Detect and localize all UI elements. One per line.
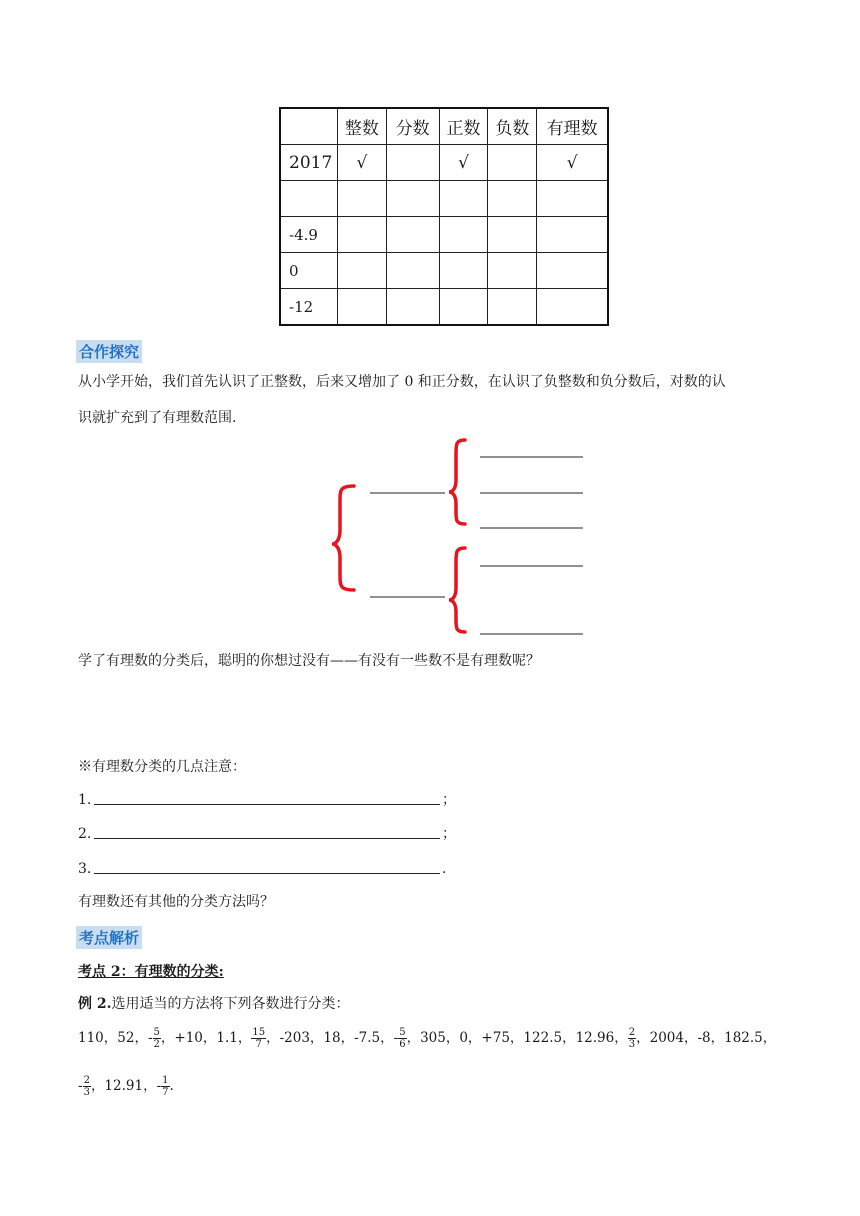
row-label: 2017 — [280, 145, 337, 181]
minus-sign: - — [393, 1030, 399, 1046]
table-cell — [386, 181, 439, 217]
fraction: $\frac{15}{7}$ — [252, 1027, 266, 1050]
table-cell — [488, 181, 537, 217]
kaodian-title: 考点 2：有理数的分类: — [78, 964, 224, 980]
classification-brace-diagram — [320, 430, 600, 645]
numbers-text: 110，52， — [78, 1030, 148, 1046]
table-cell — [439, 217, 488, 253]
table-cell — [537, 253, 608, 289]
table-cell: √ — [337, 145, 386, 181]
numbers-text: . — [169, 1078, 174, 1094]
table-cell — [337, 289, 386, 326]
table-row — [280, 181, 608, 217]
numbers-line-1 — [78, 1027, 798, 1050]
table-cell — [488, 253, 537, 289]
other-methods-question: 有理数还有其他的分类方法吗？ — [78, 894, 274, 910]
note-number: 2. — [78, 826, 92, 842]
table-cell — [386, 253, 439, 289]
table-cell: √ — [439, 145, 488, 181]
question-text: 学了有理数的分类后，聪明的你想过没有——有没有一些数不是有理数呢？ — [78, 653, 540, 669]
table-header-cell: 正数 — [439, 108, 488, 145]
table-cell — [337, 181, 386, 217]
note-blank-line — [94, 873, 440, 874]
minus-sign: - — [156, 1078, 162, 1094]
intro-paragraph-line1: 从小学开始，我们首先认识了正整数，后来又增加了 0 和正分数，在认识了负整数和负分数后，对数的认 — [78, 374, 726, 390]
table-header-cell: 有理数 — [537, 108, 608, 145]
table-row — [280, 217, 608, 253]
table-cell: √ — [537, 145, 608, 181]
numbers-text: ，2004，-8，182.5， — [636, 1030, 777, 1046]
table-row — [280, 289, 608, 326]
note-blank-line — [94, 838, 440, 839]
table-header-cell: 分数 — [386, 108, 439, 145]
table-cell — [439, 253, 488, 289]
numbers-text: ，+10，1.1， — [160, 1030, 252, 1046]
row-label: 0 — [280, 253, 337, 289]
note-number: 3. — [78, 861, 92, 877]
fraction: $\frac{1}{7}$ — [162, 1075, 169, 1098]
example-line — [78, 994, 350, 1014]
example-label: 例 2. — [78, 996, 112, 1012]
numbers-text: ，12.91， — [90, 1078, 157, 1094]
note-end-punct: ； — [442, 792, 456, 808]
row-label — [280, 181, 337, 217]
row-label: -12 — [280, 289, 337, 326]
table-cell — [337, 253, 386, 289]
table-cell — [337, 217, 386, 253]
small-brace-bottom — [449, 548, 465, 632]
fraction: $\frac{2}{3}$ — [83, 1075, 90, 1098]
note-blank-line — [94, 804, 440, 805]
table-cell — [537, 181, 608, 217]
table-header-cell: 负数 — [488, 108, 537, 145]
example-text: 选用适当的方法将下列各数进行分类： — [111, 996, 350, 1012]
intro-paragraph-line2: 识就扩充到了有理数范围. — [78, 410, 237, 426]
numbers-text: ，305，0，+75，122.5，12.96， — [406, 1030, 628, 1046]
table-row — [280, 253, 608, 289]
table-row — [280, 145, 608, 181]
table-header-row — [280, 108, 608, 145]
section-heading-cooperative-inquiry: 合作探究 — [76, 340, 142, 363]
table-header-cell: 整数 — [337, 108, 386, 145]
classification-table — [279, 107, 609, 326]
numbers-text: ，-203，18，-7.5， — [266, 1030, 394, 1046]
big-brace — [332, 486, 354, 590]
section-heading-exam-points: 考点解析 — [76, 926, 142, 949]
table-cell — [439, 181, 488, 217]
table-cell — [386, 145, 439, 181]
table-cell — [488, 217, 537, 253]
table-cell — [537, 289, 608, 326]
table-cell — [488, 145, 537, 181]
notes-title: ※有理数分类的几点注意： — [78, 759, 246, 775]
fraction: $\frac{5}{2}$ — [153, 1027, 160, 1050]
numbers-line-2 — [78, 1075, 174, 1098]
fraction: $\frac{5}{6}$ — [399, 1027, 406, 1050]
table-cell — [386, 217, 439, 253]
note-end-punct: . — [442, 861, 447, 877]
note-number: 1. — [78, 792, 92, 808]
table-cell — [537, 217, 608, 253]
small-brace-top — [449, 440, 465, 524]
minus-sign: - — [147, 1030, 153, 1046]
note-end-punct: ； — [442, 826, 456, 842]
minus-sign: - — [78, 1078, 83, 1094]
table-header-cell — [280, 108, 337, 145]
table-cell — [386, 289, 439, 326]
table-cell — [488, 289, 537, 326]
fraction: $\frac{2}{3}$ — [628, 1027, 636, 1050]
row-label: -4.9 — [280, 217, 337, 253]
table-cell — [439, 289, 488, 326]
